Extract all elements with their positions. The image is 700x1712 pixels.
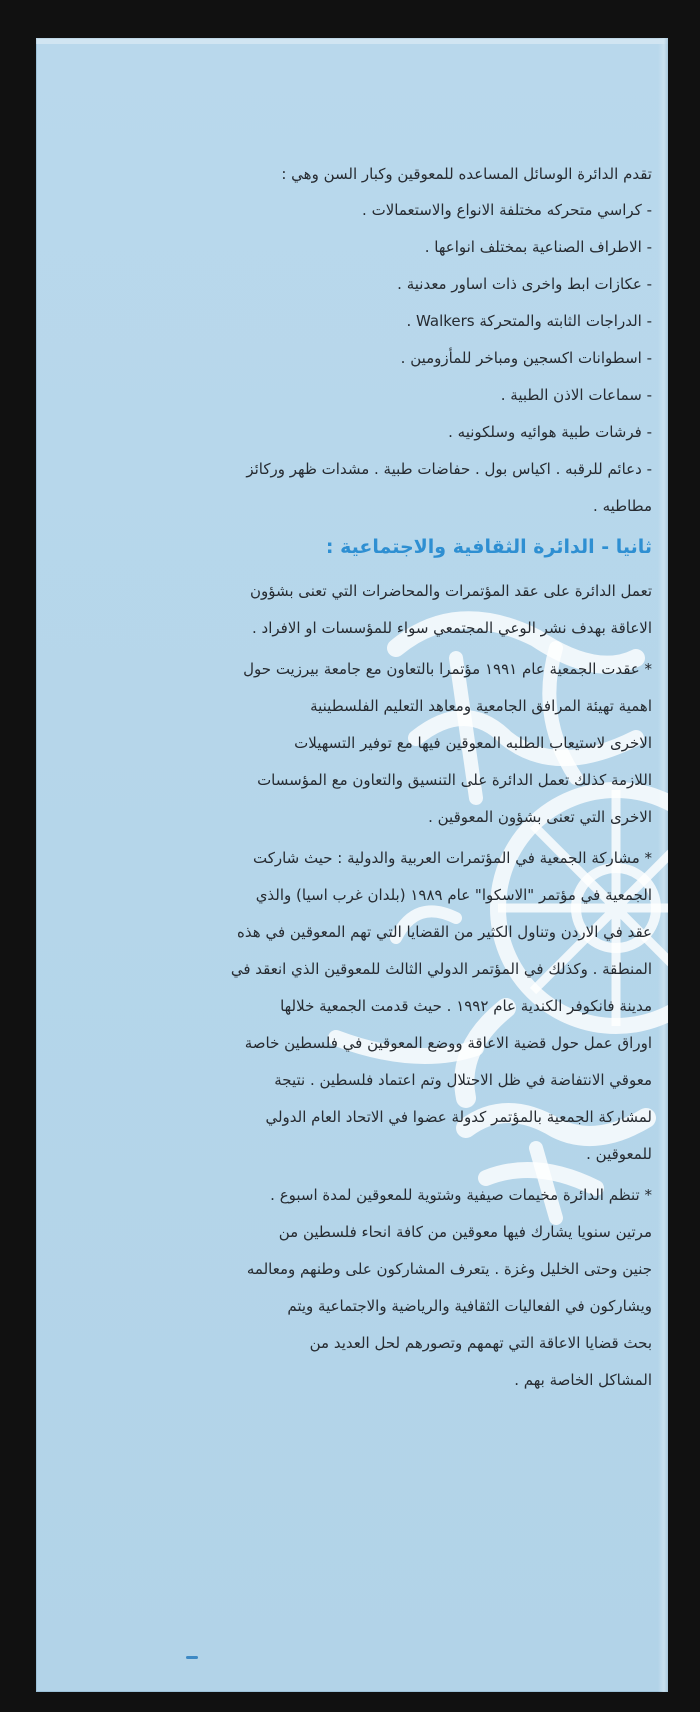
- paragraph-participation: [66, 840, 652, 1173]
- paragraph-camps: [66, 1177, 652, 1399]
- text-line: الاخرى لاستيعاب الطلبه المعوقين فيها مع توفير التسهيلات: [294, 734, 652, 752]
- text-line: الجمعية في مؤتمر "الاسكوا" عام ١٩٨٩ (بلدان غرب اسيا) والذي: [255, 886, 652, 904]
- text-line: عقد في الاردن وتناول الكثير من القضايا التي تهم المعوقين في هذه: [237, 923, 652, 941]
- text-line: الاعاقة بهدف نشر الوعي المجتمعي سواء للمؤسسات او الافراد .: [251, 619, 652, 637]
- list-item: - سماعات الاذن الطبية .: [500, 386, 652, 404]
- list-item: - الاطراف الصناعية بمختلف انواعها .: [424, 238, 652, 256]
- text-line: اوراق عمل حول قضية الاعاقة ووضع المعوقين في فلسطين خاصة: [244, 1034, 652, 1052]
- aids-list: [66, 192, 652, 525]
- paragraph-conference: [66, 651, 652, 836]
- document-body: [66, 156, 652, 1403]
- text-line: الاخرى التي تعنى بشؤون المعوقين .: [428, 808, 652, 826]
- text-line: لمشاركة الجمعية بالمؤتمر كدولة عضوا في الاتحاد العام الدولي: [265, 1108, 652, 1126]
- text-line: جنين وحتى الخليل وغزة . يتعرف المشاركون على وطنهم ومعالمه: [246, 1260, 652, 1278]
- text-line: * مشاركة الجمعية في المؤتمرات العربية والدولية : حيث شاركت: [252, 849, 652, 867]
- list-item: مطاطيه .: [593, 497, 652, 515]
- text-line: ويشاركون في الفعاليات الثقافية والرياضية والاجتماعية ويتم: [287, 1297, 652, 1315]
- text-line: المنطقة . وكذلك في المؤتمر الدولي الثالث للمعوقين الذي انعقد في: [230, 960, 652, 978]
- page-fold: [36, 38, 668, 44]
- list-item: - عكازات ابط واخرى ذات اساور معدنية .: [397, 275, 652, 293]
- list-item: - الدراجات الثابته والمتحركة Walkers .: [406, 312, 652, 330]
- text-line: تعمل الدائرة على عقد المؤتمرات والمحاضرات التي تعنى بشؤون: [249, 582, 652, 600]
- text-line: بحث قضايا الاعاقة التي تهمهم وتصورهم لحل العديد من: [309, 1334, 652, 1352]
- list-item: - فرشات طبية هوائيه وسلكونيه .: [448, 423, 652, 441]
- text-line: للمعوقين .: [586, 1145, 652, 1163]
- text-line: * تنظم الدائرة مخيمات صيفية وشتوية للمعوقين لمدة اسبوع .: [270, 1186, 652, 1204]
- text-line: اهمية تهيئة المرافق الجامعية ومعاهد التعليم الفلسطينية: [310, 697, 652, 715]
- text-line: مرتين سنويا يشارك فيها معوقين من كافة انحاء فلسطين من: [278, 1223, 652, 1241]
- list-item: - دعائم للرقبه . اكياس بول . حفاضات طبية . مشدات ظهر وركائز: [246, 460, 652, 478]
- paragraph-mission: [66, 573, 652, 647]
- section-heading: ثانيا - الدائرة الثقافية والاجتماعية :: [325, 536, 652, 558]
- text-line: معوقي الانتفاضة في ظل الاحتلال وتم اعتماد فلسطين . نتيجة: [274, 1071, 652, 1089]
- page-edge: [658, 38, 668, 1692]
- text-line: المشاكل الخاصة بهم .: [514, 1371, 652, 1389]
- brochure-page: [36, 38, 668, 1692]
- text-line: اللازمة كذلك تعمل الدائرة على التنسيق والتعاون مع المؤسسات: [257, 771, 652, 789]
- text-line: * عقدت الجمعية عام ١٩٩١ مؤتمرا بالتعاون مع جامعة بيرزيت حول: [243, 660, 652, 678]
- list-item: - كراسي متحركه مختلفة الانواع والاستعمالات .: [362, 201, 652, 219]
- list-item: - اسطوانات اكسجين ومباخر للمأزومين .: [400, 349, 652, 367]
- text-line: مدينة فانكوفر الكندية عام ١٩٩٢ . حيث قدمت الجمعية خلالها: [280, 997, 652, 1015]
- ink-mark: [186, 1656, 198, 1659]
- intro-lead: تقدم الدائرة الوسائل المساعده للمعوقين وكبار السن وهي :: [281, 165, 652, 183]
